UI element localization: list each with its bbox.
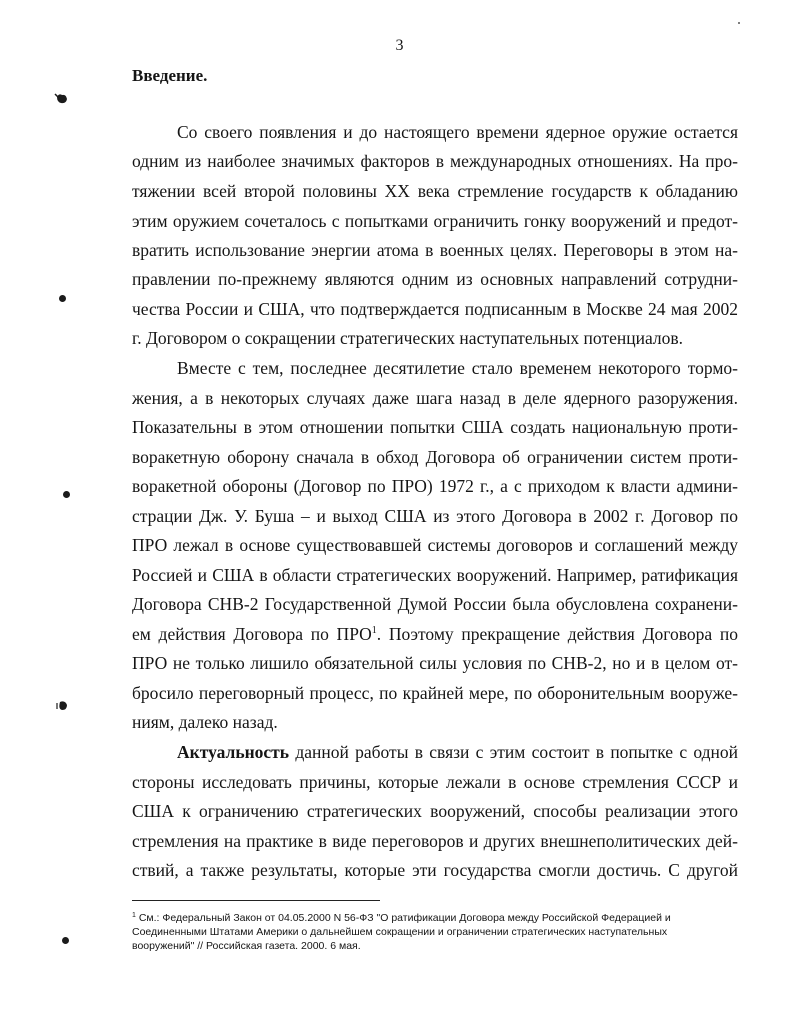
footnote-text: См.: Федеральный Закон от 04.05.2000 N 56-ФЗ "О ратификации Договора между Российской Федерацией и bbox=[135, 912, 671, 924]
paragraph-line: Со своего появления и до настоящего времени ядерное оружие остается bbox=[177, 122, 738, 142]
punch-mark-icon bbox=[59, 295, 66, 302]
punch-mark-icon bbox=[54, 92, 70, 106]
bold-term: Актуальность bbox=[177, 742, 290, 762]
paragraph-line: ПРО лежал в основе существовавшей системы договоров и соглашений между bbox=[132, 535, 738, 555]
page-number: 3 bbox=[395, 37, 404, 54]
paragraph-line: стороны исследовать причины, которые лежали в основе стремления СССР и bbox=[132, 772, 738, 792]
punch-mark-icon bbox=[62, 937, 69, 944]
paragraph-line: бросило переговорный процесс, по крайней мере, по оборонительным вооруже- bbox=[132, 683, 738, 703]
paragraph-line: Россией и США в области стратегических вооружений. Например, ратификация bbox=[132, 565, 738, 585]
footnote-marker: 1 bbox=[132, 912, 136, 919]
paragraph-line: воракетную оборону сначала в обход Договора об ограничении систем проти- bbox=[132, 447, 738, 467]
line-text: ем действия Договора по ПРО bbox=[132, 624, 372, 644]
paragraph-line: вратить использование энергии атома в военных целях. Переговоры в этом на- bbox=[132, 240, 738, 260]
punch-mark-icon bbox=[56, 700, 70, 712]
paragraph-line: стремления на практике в виде переговоров и других внешнеполитических дей- bbox=[132, 831, 738, 851]
footnote-line: Соединенными Штатами Америки о дальнейшем сокращении и ограничении стратегических наступательных bbox=[132, 926, 668, 938]
paragraph-line: чества России и США, что подтверждается подписанным в Москве 24 мая 2002 bbox=[132, 299, 738, 319]
paragraph-line: жения, а в некоторых случаях даже шага назад в деле ядерного разоружения. bbox=[132, 388, 738, 408]
paragraph-line: правлении по-прежнему являются одним из основных направлений сотрудни- bbox=[132, 269, 738, 289]
paragraph-line: Показательны в этом отношении попытки США создать национальную проти- bbox=[132, 417, 738, 437]
section-heading: Введение. bbox=[132, 66, 208, 85]
scan-speck-icon bbox=[738, 22, 740, 24]
paragraph-line: ствий, а также результаты, которые эти государства смогли достичь. С другой bbox=[132, 860, 738, 880]
footnote-reference[interactable]: 1 bbox=[371, 625, 377, 636]
paragraph-line: этим оружием сочеталось с попытками ограничить гонку вооружений и предот- bbox=[132, 211, 738, 231]
line-text: данной работы в связи с этим состоит в попытке с одной bbox=[289, 742, 738, 762]
punch-mark-icon bbox=[63, 491, 70, 498]
paragraph-line bbox=[177, 741, 738, 763]
footnote-line bbox=[132, 911, 738, 925]
paragraph-line: воракетной обороны (Договор по ПРО) 1972 г., а с приходом к власти админи- bbox=[132, 476, 738, 496]
paragraph-line: страции Дж. У. Буша – и выход США из этого Договора в 2002 г. Договор по bbox=[132, 506, 738, 526]
paragraph-line: США к ограничению стратегических вооружений, способы реализации этого bbox=[132, 801, 738, 821]
paragraph-line: ниям, далеко назад. bbox=[132, 712, 278, 732]
paragraph-line: Вместе с тем, последнее десятилетие стало временем некоторого тормо- bbox=[177, 358, 738, 378]
paragraph-line: Договора СНВ-2 Государственной Думой России была обусловлена сохранени- bbox=[132, 594, 738, 614]
paragraph-line: одним из наиболее значимых факторов в международных отношениях. На про- bbox=[132, 151, 738, 171]
footnote-separator bbox=[132, 900, 380, 901]
paragraph-line bbox=[132, 623, 738, 645]
paragraph-line: ПРО не только лишило обязательной силы условия по СНВ-2, но и в целом от- bbox=[132, 653, 738, 673]
footnote-line: вооружений" // Российская газета. 2000. 6 мая. bbox=[132, 940, 361, 952]
paragraph-line: тяжении всей второй половины XX века стремление государств к обладанию bbox=[132, 181, 738, 201]
line-text: . Поэтому прекращение действия Договора по bbox=[376, 624, 738, 644]
paragraph-line: г. Договором о сокращении стратегических наступательных потенциалов. bbox=[132, 328, 683, 348]
